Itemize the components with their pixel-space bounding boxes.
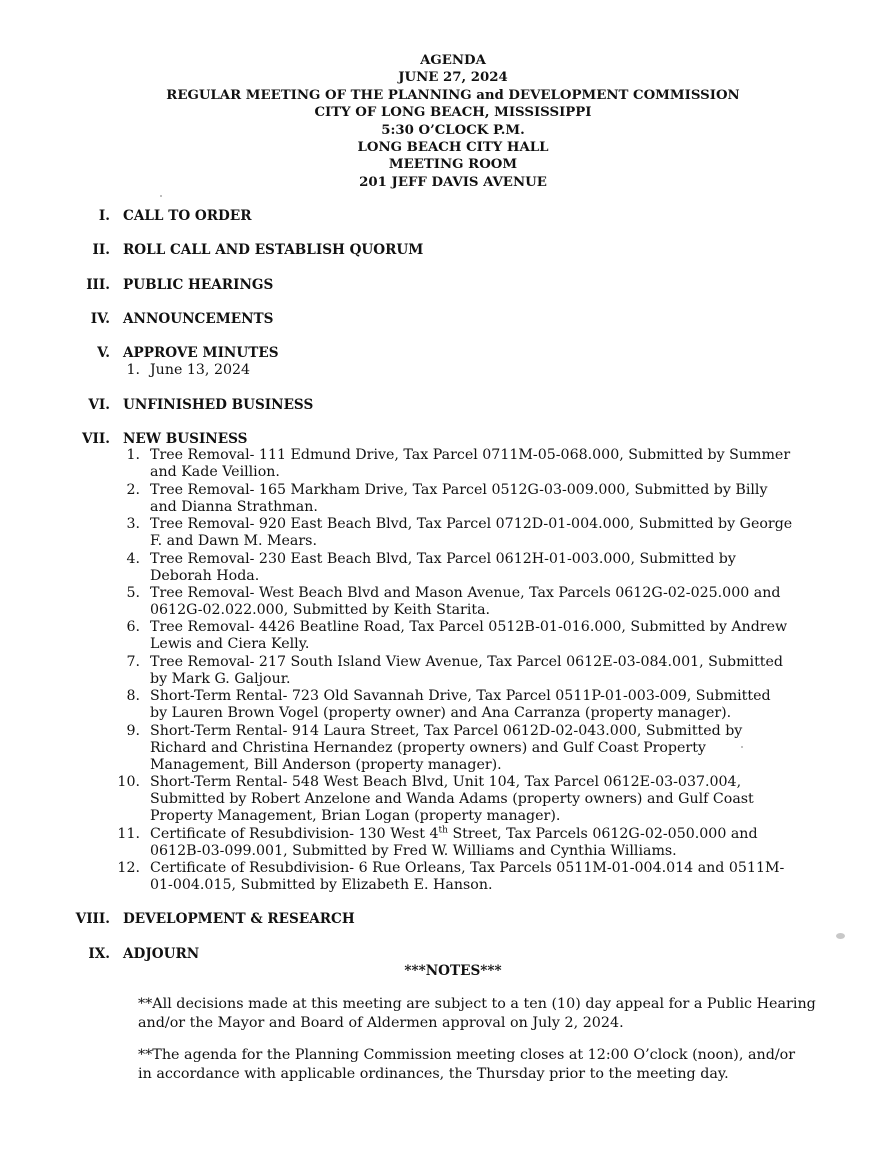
item-text-line: Deborah Hoda.	[150, 568, 260, 584]
section-numeral: I.	[98, 208, 110, 224]
item-number: 9.	[126, 723, 140, 739]
item-number: 3.	[126, 516, 140, 532]
section-numeral: V.	[97, 345, 110, 361]
note-agenda-deadline	[138, 1046, 828, 1084]
section-numeral: IV.	[90, 311, 110, 327]
item-number: 6.	[126, 619, 140, 635]
item-text-line: 0612B-03-099.001, Submitted by Fred W. Williams and Cynthia Williams.	[150, 843, 677, 859]
item-number: 7.	[126, 654, 140, 670]
notes-heading: ***NOTES***	[404, 963, 502, 979]
item-number: 8.	[126, 688, 140, 704]
item-text-line: Tree Removal- 920 East Beach Blvd, Tax Parcel 0712D-01-004.000, Submitted by George	[150, 516, 793, 532]
header-room: MEETING ROOM	[388, 157, 518, 173]
item-text-line: Tree Removal- 217 South Island View Avenue, Tax Parcel 0612E-03-084.001, Submitted	[150, 654, 783, 670]
item-text-line: by Lauren Brown Vogel (property owner) and Ana Carranza (property manager).	[150, 705, 732, 721]
item-text-line: Tree Removal- 111 Edmund Drive, Tax Parcel 0711M-05-068.000, Submitted by Summer	[150, 447, 791, 463]
header-meeting-type: REGULAR MEETING OF THE PLANNING and DEVELOPMENT COMMISSION	[166, 87, 740, 103]
agenda-header	[0, 52, 896, 191]
item-text-line: Submitted by Robert Anzelone and Wanda Adams (property owners) and Gulf Coast	[150, 791, 754, 807]
item-number: 10.	[117, 774, 140, 790]
section-title: PUBLIC HEARINGS	[123, 277, 274, 293]
item-text-line: Tree Removal- West Beach Blvd and Mason Avenue, Tax Parcels 0612G-02-025.000 and	[150, 585, 781, 601]
header-title: AGENDA	[420, 53, 486, 68]
section-title: ANNOUNCEMENTS	[123, 311, 274, 327]
item-number: 1.	[126, 447, 140, 463]
section-title: ADJOURN	[123, 946, 200, 962]
item-text-line: F. and Dawn M. Mears.	[150, 533, 317, 549]
section-title: ROLL CALL AND ESTABLISH QUORUM	[123, 242, 424, 258]
item-text-line	[150, 826, 758, 843]
item-number: 12.	[117, 860, 140, 876]
item-text-line: and Dianna Strathman.	[150, 499, 318, 515]
item-text-line: Tree Removal- 4426 Beatline Road, Tax Parcel 0512B-01-016.000, Submitted by Andrew	[150, 619, 788, 635]
item-text-line: Short-Term Rental- 723 Old Savannah Drive, Tax Parcel 0511P-01-003-009, Submitted	[150, 688, 771, 704]
header-location: LONG BEACH CITY HALL	[357, 140, 549, 156]
item-text-line: Lewis and Ciera Kelly.	[150, 636, 310, 652]
item-number: 5.	[126, 585, 140, 601]
section-title: CALL TO ORDER	[123, 208, 252, 224]
item-number: 4.	[126, 551, 140, 567]
section-title: NEW BUSINESS	[123, 431, 248, 447]
item-text-line: Tree Removal- 165 Markham Drive, Tax Parcel 0512G-03-009.000, Submitted by Billy	[150, 482, 768, 498]
item-text-line: by Mark G. Galjour.	[150, 671, 291, 687]
section-numeral: VI.	[88, 397, 110, 413]
item-text-rest: Street, Tax Parcels 0612G-02-050.000 and	[447, 826, 758, 842]
header-time: 5:30 O’CLOCK P.M.	[381, 122, 525, 138]
item-number: 1.	[126, 362, 140, 378]
item-text-line: Short-Term Rental- 914 Laura Street, Tax Parcel 0612D-02-043.000, Submitted by	[150, 723, 743, 739]
section-numeral: VII.	[82, 431, 110, 447]
item-text-line: Richard and Christina Hernandez (property owners) and Gulf Coast Property	[150, 740, 706, 756]
item-text-line: 0612G-02.022.000, Submitted by Keith Starita.	[150, 602, 491, 618]
note-marker: **	[138, 996, 153, 1012]
note-text-line: in accordance with applicable ordinances, the Thursday prior to the meeting day.	[138, 1066, 729, 1082]
note-appeal	[138, 995, 828, 1033]
item-text-line: Management, Bill Anderson (property manager).	[150, 757, 502, 773]
note-text-line: All decisions made at this meeting are subject to a ten (10) day appeal for a Public Hearing	[152, 996, 816, 1012]
header-date: JUNE 27, 2024	[398, 70, 508, 86]
note-text-line: The agenda for the Planning Commission meeting closes at 12:00 O’clock (noon), and/or	[152, 1047, 796, 1063]
item-text-line: Certificate of Resubdivision- 6 Rue Orleans, Tax Parcels 0511M-01-004.014 and 0511M-	[150, 860, 785, 876]
section-title: DEVELOPMENT & RESEARCH	[123, 911, 355, 927]
item-text-line: and Kade Veillion.	[150, 464, 280, 480]
item-text-line: 01-004.015, Submitted by Elizabeth E. Hanson.	[150, 877, 493, 893]
section-numeral: III.	[86, 277, 110, 293]
scan-speck	[741, 746, 743, 748]
ordinal-suffix: th	[438, 825, 448, 836]
section-title: UNFINISHED BUSINESS	[123, 397, 314, 413]
item-text-start: Certificate of Resubdivision- 130 West 4	[150, 826, 439, 842]
section-numeral: VIII.	[75, 911, 110, 927]
section-numeral: IX.	[88, 946, 110, 962]
header-address: 201 JEFF DAVIS AVENUE	[359, 174, 547, 190]
item-text-line: Tree Removal- 230 East Beach Blvd, Tax Parcel 0612H-01-003.000, Submitted by	[150, 551, 736, 567]
section-numeral: II.	[92, 242, 110, 258]
note-marker: **	[138, 1047, 153, 1063]
item-text-line: Property Management, Brian Logan (property manager).	[150, 808, 561, 824]
note-text-line: and/or the Mayor and Board of Aldermen approval on July 2, 2024.	[138, 1015, 624, 1031]
section-title: APPROVE MINUTES	[123, 345, 279, 361]
scan-speck	[160, 195, 162, 197]
item-text: June 13, 2024	[150, 362, 251, 378]
item-text-line: Short-Term Rental- 548 West Beach Blvd, Unit 104, Tax Parcel 0612E-03-037.004,	[150, 774, 742, 790]
item-number: 11.	[117, 826, 140, 842]
item-number: 2.	[126, 482, 140, 498]
scan-speck	[836, 933, 845, 939]
header-city: CITY OF LONG BEACH, MISSISSIPPI	[314, 105, 592, 121]
